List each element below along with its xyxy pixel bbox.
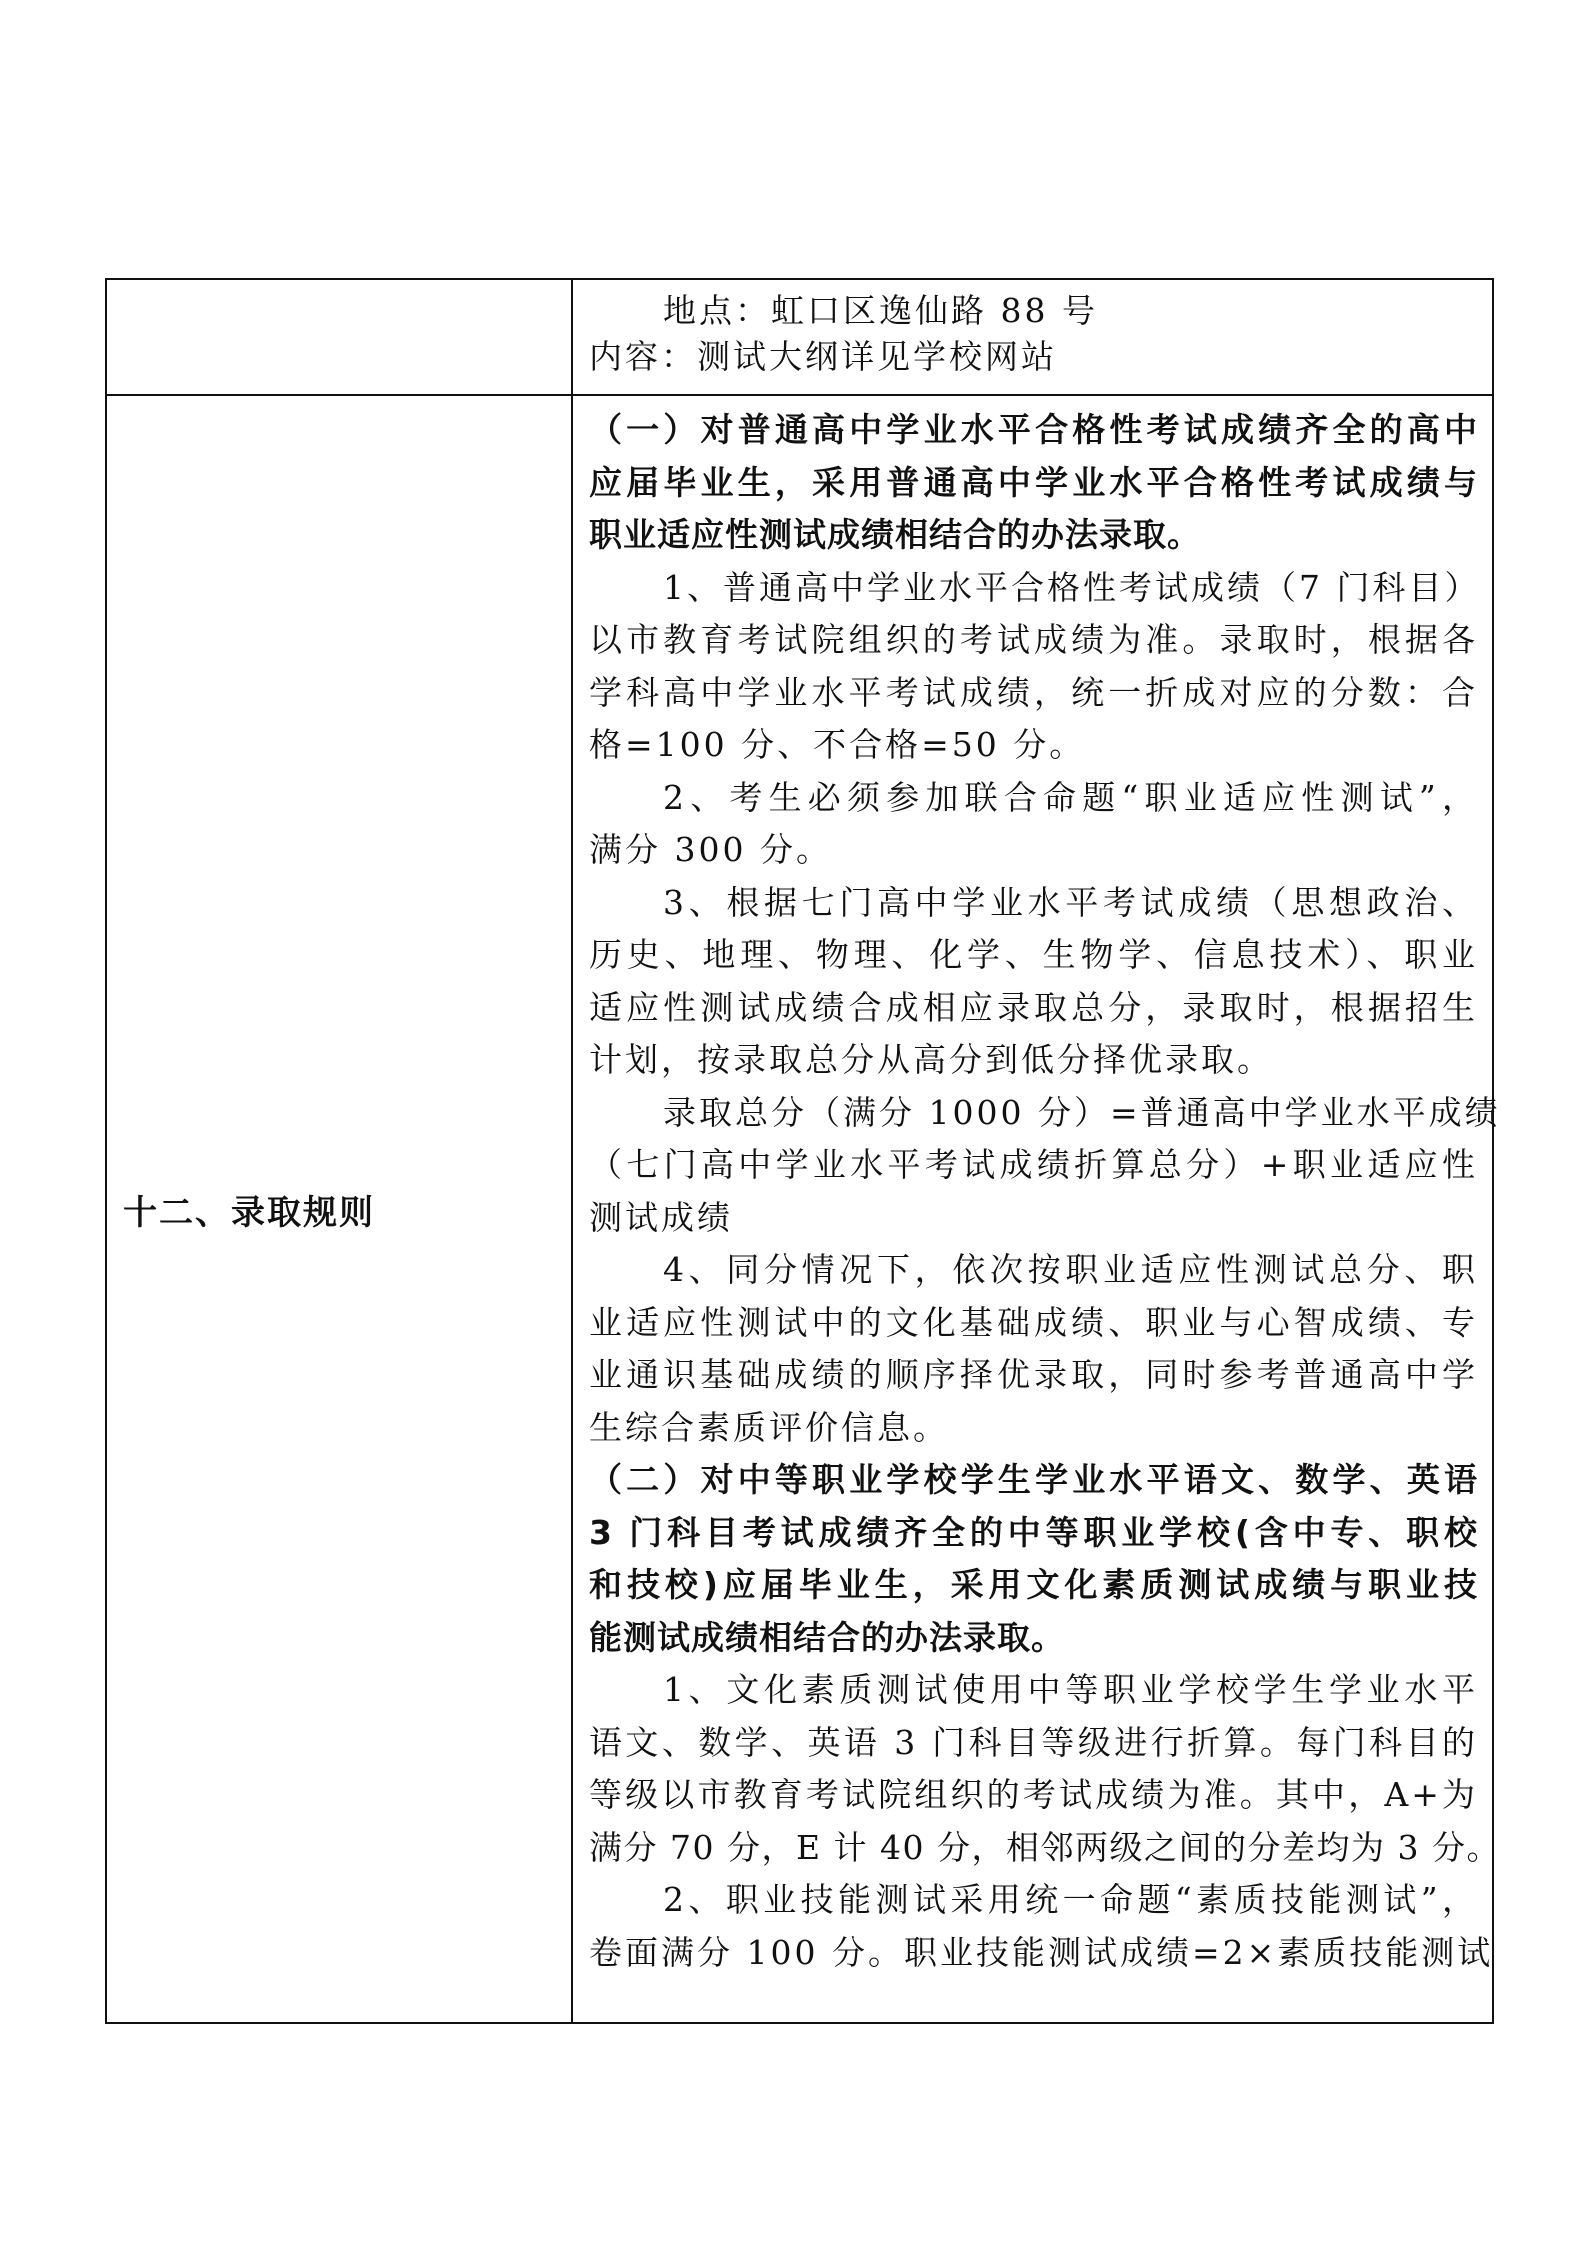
paragraph-line: 语文、数学、英语 3 门科目等级进行折算。每门科目的 [589,1722,1478,1762]
paragraph-line: 适应性测试成绩合成相应录取总分，录取时，根据招生 [589,987,1478,1027]
row-label-cell [106,279,572,395]
table-row [106,279,1493,395]
paragraph-line: 业适应性测试中的文化基础成绩、职业与心智成绩、专 [589,1302,1478,1342]
paragraph-line: 测试成绩 [589,1197,733,1237]
content-line: 内容：测试大纲详见学校网站 [589,337,1057,376]
paragraph-line: （七门高中学业水平考试成绩折算总分）+职业适应性 [589,1145,1478,1184]
table-row [106,395,1493,2023]
subsection-heading: 3 门科目考试成绩齐全的中等职业学校(含中专、职校 [589,1512,1478,1552]
paragraph-line: 2、职业技能测试采用统一命题“素质技能测试”， [663,1880,1478,1919]
paragraph-line: 学科高中学业水平考试成绩，统一折成对应的分数：合 [589,672,1478,712]
subsection-heading: 和技校)应届毕业生，采用文化素质测试成绩与职业技 [589,1565,1478,1604]
subsection-heading: 应届毕业生，采用普通高中学业水平合格性考试成绩与 [589,462,1478,502]
subsection-heading: 能测试成绩相结合的办法录取。 [589,1617,1065,1657]
paragraph-line: 卷面满分 100 分。职业技能测试成绩=2×素质技能测试 [589,1932,1494,1972]
paragraph-line: 格=100 分、不合格=50 分。 [589,725,1086,764]
paragraph-line: 2、考生必须参加联合命题“职业适应性测试”， [663,777,1478,817]
paragraph-line: 业通识基础成绩的顺序择优录取，同时参考普通高中学 [589,1355,1478,1394]
subsection-heading: （二）对中等职业学校学生学业水平语文、数学、英语 [589,1460,1478,1499]
paragraph-line: 4、同分情况下，依次按职业适应性测试总分、职 [663,1250,1478,1289]
paragraph-line: 等级以市教育考试院组织的考试成绩为准。其中，A+为 [589,1775,1478,1814]
paragraph-line: 1、文化素质测试使用中等职业学校学生学业水平 [663,1670,1478,1709]
paragraph-line: 历史、地理、物理、化学、生物学、信息技术）、职业 [589,935,1478,974]
admission-rules-cell [572,395,1501,2023]
admission-info-table [105,278,1501,2024]
paragraph-line: 计划，按录取总分从高分到低分择优录取。 [589,1040,1273,1079]
paragraph-line: 满分 300 分。 [589,830,832,869]
subsection-heading: 职业适应性测试成绩相结合的办法录取。 [589,515,1201,554]
paragraph-line: 3、根据七门高中学业水平考试成绩（思想政治、 [663,882,1478,922]
paragraph-line: 生综合素质评价信息。 [589,1407,949,1447]
subsection-heading: （一）对普通高中学业水平合格性考试成绩齐全的高中 [589,410,1478,449]
paragraph-line: 满分 70 分，E 计 40 分，相邻两级之间的分差均为 3 分。 [589,1827,1501,1867]
location-line: 地点：虹口区逸仙路 88 号 [663,291,1098,330]
paragraph-line: 1、普通高中学业水平合格性考试成绩（7 门科目） [663,567,1481,607]
paragraph-line: 以市教育考试院组织的考试成绩为准。录取时，根据各 [589,620,1478,659]
section-title: 十二、录取规则 [106,395,572,2023]
paragraph-line: 录取总分（满分 1000 分）=普通高中学业水平成绩 [663,1092,1501,1132]
row-content-cell [572,279,1493,395]
